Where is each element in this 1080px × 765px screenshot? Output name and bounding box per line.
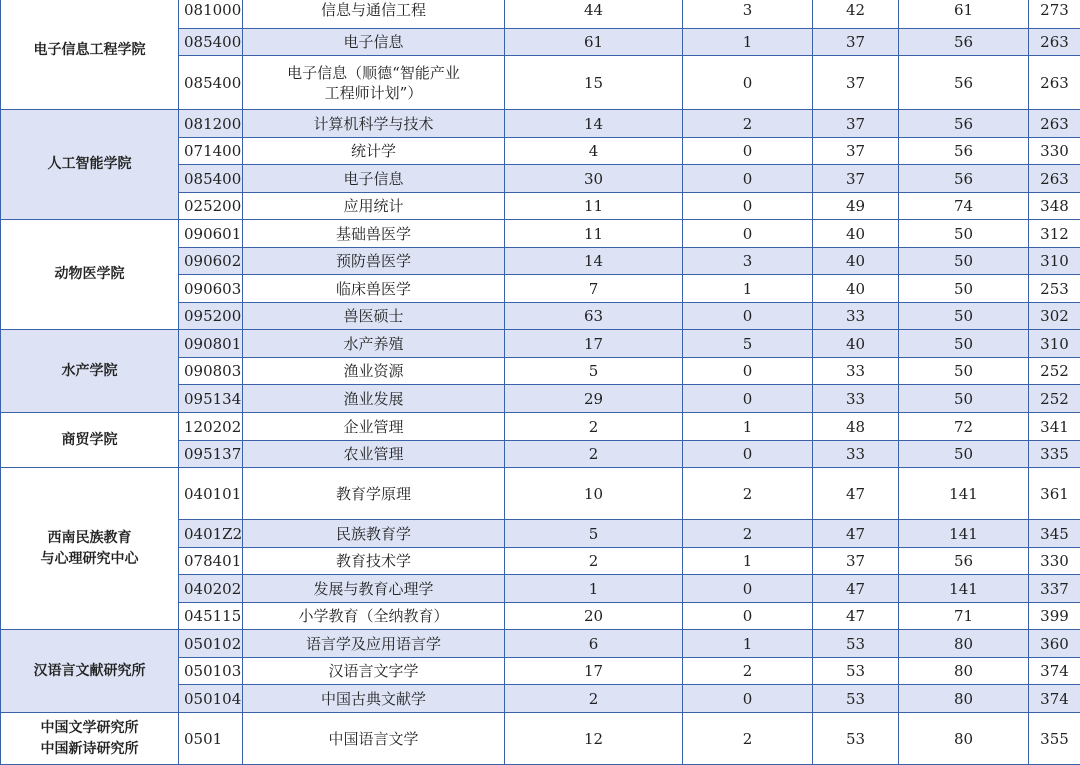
value-cell: 11 [505,220,683,248]
value-cell: 310 [1029,330,1080,358]
value-cell: 330 [1029,138,1080,165]
value-cell: 44 [505,0,683,29]
value-cell: 56 [899,110,1029,138]
value-cell: 50 [899,275,1029,303]
major-code: 081200 [179,110,243,138]
value-cell: 273 [1029,0,1080,29]
value-cell: 11 [505,193,683,220]
value-cell: 61 [899,0,1029,29]
value-cell: 71 [899,603,1029,630]
major-code: 050103 [179,658,243,685]
value-cell: 7 [505,275,683,303]
value-cell: 50 [899,385,1029,413]
value-cell: 0 [683,441,813,468]
value-cell: 14 [505,110,683,138]
value-cell: 56 [899,29,1029,56]
table-body [1,0,1080,765]
major-name: 渔业发展 [243,385,505,413]
value-cell: 37 [813,56,899,110]
value-cell: 2 [683,658,813,685]
major-code: 120202 [179,413,243,441]
value-cell: 399 [1029,603,1080,630]
value-cell: 56 [899,548,1029,575]
value-cell: 37 [813,29,899,56]
value-cell: 0 [683,603,813,630]
value-cell: 74 [899,193,1029,220]
major-code: 090601 [179,220,243,248]
value-cell: 50 [899,248,1029,275]
major-name: 基础兽医学 [243,220,505,248]
major-name: 企业管理 [243,413,505,441]
major-code: 095134 [179,385,243,413]
value-cell: 53 [813,658,899,685]
value-cell: 37 [813,138,899,165]
value-cell: 14 [505,248,683,275]
major-name: 信息与通信工程 [243,0,505,29]
value-cell: 42 [813,0,899,29]
major-name: 语言学及应用语言学 [243,630,505,658]
value-cell: 361 [1029,468,1080,520]
value-cell: 47 [813,575,899,603]
college-name: 汉语言文献研究所 [1,630,179,713]
college-name: 西南民族教育 与心理研究中心 [1,468,179,630]
major-code: 0401Z2 [179,520,243,548]
major-code: 050104 [179,685,243,713]
college-name: 人工智能学院 [1,110,179,220]
value-cell: 263 [1029,110,1080,138]
value-cell: 80 [899,630,1029,658]
value-cell: 53 [813,685,899,713]
value-cell: 312 [1029,220,1080,248]
value-cell: 50 [899,441,1029,468]
table-row [1,0,1080,29]
major-name: 民族教育学 [243,520,505,548]
value-cell: 17 [505,658,683,685]
value-cell: 33 [813,385,899,413]
major-name: 教育技术学 [243,548,505,575]
value-cell: 56 [899,56,1029,110]
major-code: 078401 [179,548,243,575]
value-cell: 72 [899,413,1029,441]
major-code: 085400 [179,56,243,110]
value-cell: 37 [813,165,899,193]
major-name: 应用统计 [243,193,505,220]
value-cell: 49 [813,193,899,220]
value-cell: 1 [683,548,813,575]
value-cell: 2 [505,441,683,468]
value-cell: 50 [899,220,1029,248]
value-cell: 253 [1029,275,1080,303]
table-row [1,468,1080,520]
value-cell: 141 [899,468,1029,520]
value-cell: 20 [505,603,683,630]
value-cell: 0 [683,165,813,193]
college-name: 动物医学院 [1,220,179,330]
major-name: 电子信息 [243,29,505,56]
major-name: 统计学 [243,138,505,165]
college-name: 电子信息工程学院 [1,0,179,110]
value-cell: 310 [1029,248,1080,275]
value-cell: 50 [899,358,1029,385]
major-name: 电子信息 [243,165,505,193]
value-cell: 2 [683,468,813,520]
value-cell: 0 [683,685,813,713]
value-cell: 40 [813,275,899,303]
major-code: 081000 [179,0,243,29]
value-cell: 80 [899,658,1029,685]
value-cell: 30 [505,165,683,193]
value-cell: 33 [813,303,899,330]
value-cell: 50 [899,303,1029,330]
major-code: 071400 [179,138,243,165]
value-cell: 6 [505,630,683,658]
value-cell: 48 [813,413,899,441]
value-cell: 40 [813,248,899,275]
value-cell: 341 [1029,413,1080,441]
value-cell: 50 [899,330,1029,358]
major-name: 临床兽医学 [243,275,505,303]
value-cell: 252 [1029,358,1080,385]
value-cell: 2 [505,548,683,575]
value-cell: 80 [899,685,1029,713]
value-cell: 330 [1029,548,1080,575]
major-name: 水产养殖 [243,330,505,358]
value-cell: 37 [813,110,899,138]
college-name: 中国文学研究所 中国新诗研究所 [1,713,179,765]
major-code: 090801 [179,330,243,358]
value-cell: 2 [683,520,813,548]
value-cell: 348 [1029,193,1080,220]
value-cell: 37 [813,548,899,575]
value-cell: 263 [1029,29,1080,56]
value-cell: 33 [813,358,899,385]
major-code: 040202 [179,575,243,603]
major-name: 计算机科学与技术 [243,110,505,138]
major-code: 040101 [179,468,243,520]
value-cell: 53 [813,713,899,765]
major-name [243,56,505,110]
value-cell: 3 [683,248,813,275]
value-cell: 63 [505,303,683,330]
value-cell: 0 [683,385,813,413]
value-cell: 53 [813,630,899,658]
major-name: 教育学原理 [243,468,505,520]
value-cell: 12 [505,713,683,765]
value-cell: 0 [683,56,813,110]
major-name: 渔业资源 [243,358,505,385]
major-code: 0501 [179,713,243,765]
value-cell: 2 [683,713,813,765]
value-cell: 3 [683,0,813,29]
value-cell: 374 [1029,685,1080,713]
value-cell: 0 [683,358,813,385]
major-name: 中国古典文献学 [243,685,505,713]
value-cell: 33 [813,441,899,468]
major-code: 050102 [179,630,243,658]
value-cell: 47 [813,468,899,520]
value-cell: 263 [1029,165,1080,193]
value-cell: 2 [505,413,683,441]
value-cell: 2 [505,685,683,713]
major-name: 中国语言文学 [243,713,505,765]
value-cell: 61 [505,29,683,56]
major-name: 兽医硕士 [243,303,505,330]
value-cell: 2 [683,110,813,138]
college-name: 水产学院 [1,330,179,413]
value-cell: 1 [505,575,683,603]
major-code: 090603 [179,275,243,303]
value-cell: 56 [899,165,1029,193]
table-row [1,110,1080,138]
value-cell: 5 [683,330,813,358]
value-cell: 141 [899,520,1029,548]
value-cell: 0 [683,220,813,248]
value-cell: 40 [813,330,899,358]
value-cell: 17 [505,330,683,358]
value-cell: 47 [813,603,899,630]
major-name: 小学教育（全纳教育） [243,603,505,630]
value-cell: 1 [683,630,813,658]
value-cell: 355 [1029,713,1080,765]
value-cell: 345 [1029,520,1080,548]
value-cell: 0 [683,138,813,165]
value-cell: 47 [813,520,899,548]
major-code: 085400 [179,165,243,193]
major-code: 045115 [179,603,243,630]
major-code: 025200 [179,193,243,220]
value-cell: 5 [505,520,683,548]
value-cell: 5 [505,358,683,385]
value-cell: 374 [1029,658,1080,685]
value-cell: 15 [505,56,683,110]
value-cell: 1 [683,413,813,441]
college-name: 商贸学院 [1,413,179,468]
table-row [1,330,1080,358]
value-cell: 141 [899,575,1029,603]
major-name: 农业管理 [243,441,505,468]
value-cell: 0 [683,303,813,330]
major-code: 085400 [179,29,243,56]
value-cell: 4 [505,138,683,165]
value-cell: 252 [1029,385,1080,413]
value-cell: 40 [813,220,899,248]
value-cell: 0 [683,193,813,220]
major-name: 发展与教育心理学 [243,575,505,603]
table-row [1,713,1080,765]
value-cell: 56 [899,138,1029,165]
value-cell: 360 [1029,630,1080,658]
value-cell: 0 [683,575,813,603]
value-cell: 1 [683,29,813,56]
major-name-text: 电子信息（顺德“智能产业工程师计划”） [284,63,464,103]
table-row [1,220,1080,248]
major-name: 预防兽医学 [243,248,505,275]
major-name: 汉语言文字学 [243,658,505,685]
value-cell: 263 [1029,56,1080,110]
major-code: 095200 [179,303,243,330]
value-cell: 337 [1029,575,1080,603]
value-cell: 1 [683,275,813,303]
table-row [1,630,1080,658]
major-code: 095137 [179,441,243,468]
value-cell: 335 [1029,441,1080,468]
value-cell: 302 [1029,303,1080,330]
major-code: 090803 [179,358,243,385]
value-cell: 29 [505,385,683,413]
value-cell: 10 [505,468,683,520]
table-row [1,413,1080,441]
value-cell: 80 [899,713,1029,765]
major-code: 090602 [179,248,243,275]
